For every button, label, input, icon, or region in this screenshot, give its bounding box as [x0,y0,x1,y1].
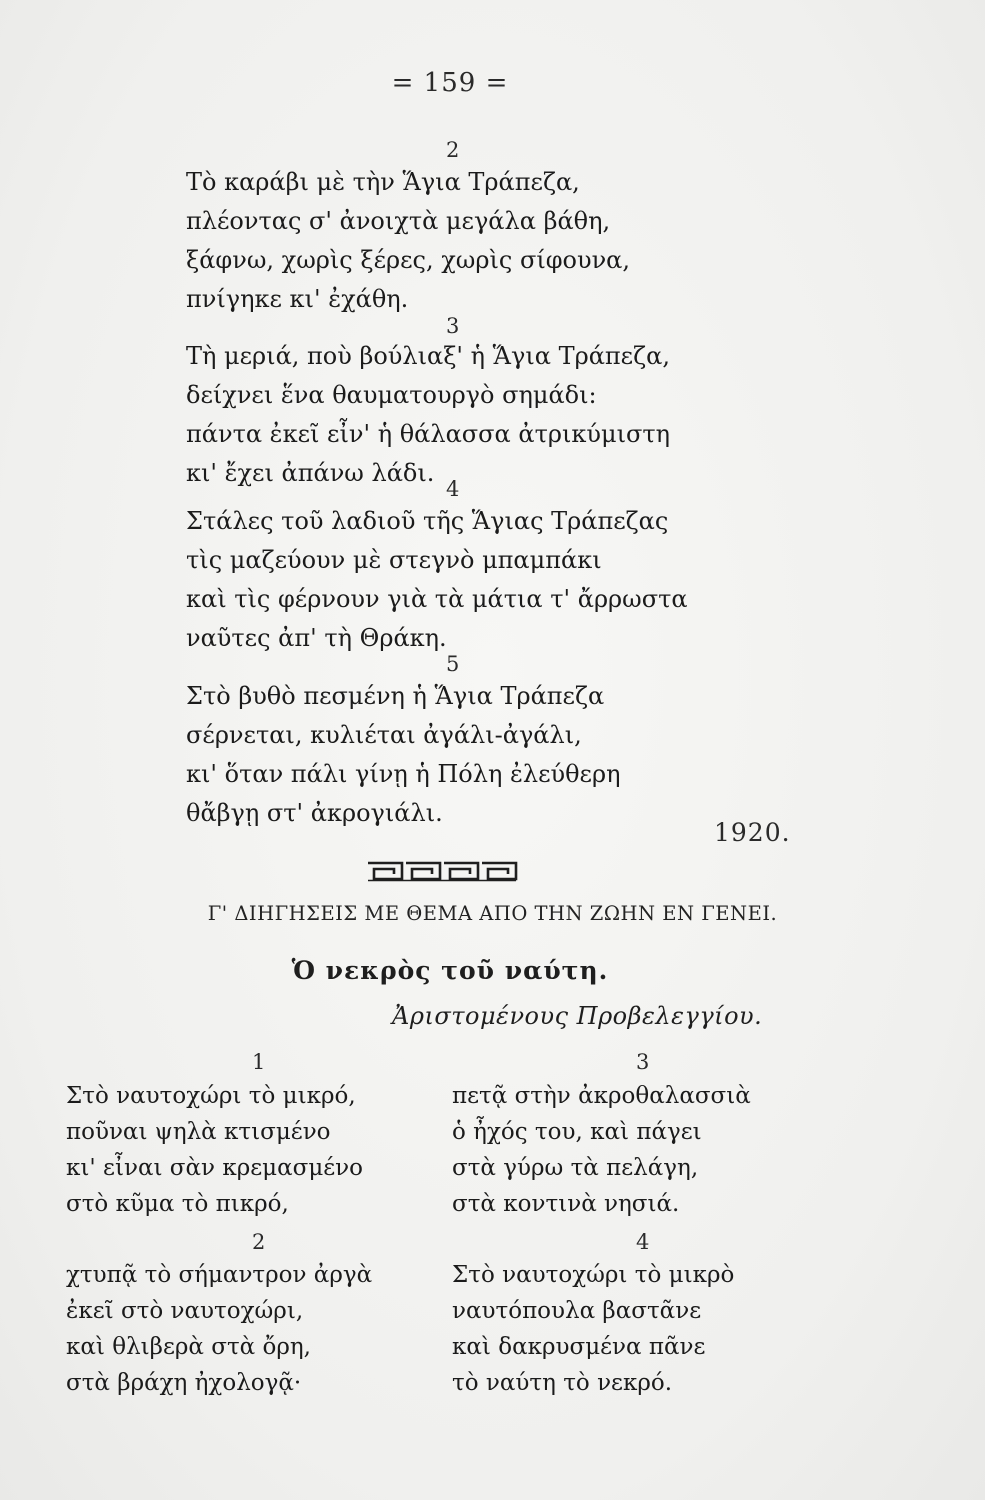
verse-line: στὸ κῦμα τὸ πικρό, [66,1191,289,1217]
verse-line: σέρνεται, κυλιέται ἀγάλι-ἀγάλι, [186,721,582,749]
page-number: = 159 = [391,68,509,98]
verse-line: καὶ δακρυσμένα πᾶνε [452,1334,706,1360]
stanza [66,1257,372,1401]
stanza [186,163,630,319]
verse-line: κι' ἔχει ἀπάνω λάδι. [186,459,435,487]
verse-line: ναῦτες ἀπ' τὴ Θράκη. [186,624,447,652]
verse-line: ποῦναι ψηλὰ κτισμένο [66,1119,331,1145]
stanza-number: 2 [446,138,460,162]
verse-line: ναυτόπουλα βαστᾶνε [452,1298,702,1324]
verse-line: ξάφνω, χωρὶς ξέρες, χωρὶς σίφουνα, [186,246,631,274]
stanza-number: 2 [252,1230,266,1254]
verse-line: πλέοντας σ' ἀνοιχτὰ μεγάλα βάθη, [186,207,611,235]
verse-line: κι' εἶναι σὰν κρεμασμένο [66,1155,364,1181]
verse-line: ἐκεῖ στὸ ναυτοχώρι, [66,1298,304,1324]
verse-line: καὶ θλιβερὰ στὰ ὄρη, [66,1334,311,1360]
verse-line: τὶς μαζεύουν μὲ στεγνὸ μπαμπάκι [186,546,602,574]
stanza [186,502,688,658]
section-heading: Γ' ΔΙΗΓΗΣΕΙΣ ΜΕ ΘΕΜΑ ΑΠΟ ΤΗΝ ΖΩΗΝ ΕΝ ΓΕΝΕΙ. [207,902,778,925]
poem-date: 1920. [714,818,791,847]
verse-line: στὰ γύρω τὰ πελάγη, [452,1155,699,1181]
verse-line: πνίγηκε κι' ἐχάθη. [186,285,409,313]
verse-line: χτυπᾷ τὸ σήμαντρον ἀργὰ [66,1262,373,1288]
poem-title: Ὁ νεκρὸς τοῦ ναύτη. [291,956,609,985]
stanza-number: 5 [446,652,460,676]
stanza-number: 4 [636,1230,650,1254]
verse-line: πάντα ἐκεῖ εἶν' ἡ θάλασσα ἀτρικύμιστη [186,420,671,448]
verse-line: πετᾷ στὴν ἀκροθαλασσιὰ [452,1083,751,1109]
verse-line: θἄβγῃ στ' ἀκρογιάλι. [186,799,443,827]
stanza [186,677,620,833]
poem-author: Ἀριστομένους Προβελεγγίου. [392,1002,763,1030]
verse-line: στὰ κοντινὰ νησιά. [452,1191,680,1217]
verse-line: Στὸ ναυτοχώρι τὸ μικρὸ [452,1262,735,1288]
verse-line: κι' ὅταν πάλι γίνῃ ἡ Πόλη ἐλεύθερη [186,760,621,788]
verse-line: τὸ ναύτη τὸ νεκρό. [452,1370,673,1396]
verse-line: ὁ ἦχός του, καὶ πάγει [452,1119,702,1145]
stanza [452,1257,734,1401]
verse-line: Στὸ βυθὸ πεσμένη ἡ Ἅγια Τράπεζα [186,682,605,710]
stanza-number: 4 [446,477,460,501]
stanza [186,337,670,493]
stanza-number: 1 [252,1050,266,1074]
verse-line: Στὸ ναυτοχώρι τὸ μικρό, [66,1083,356,1109]
verse-line: Τὴ μεριά, ποὺ βούλιαξ' ἡ Ἅγια Τράπεζα, [186,342,670,370]
verse-line: Τὸ καράβι μὲ τὴν Ἅγια Τράπεζα, [186,168,580,196]
stanza-number: 3 [636,1050,650,1074]
stanza [66,1078,363,1222]
stanza-number: 3 [446,314,460,338]
verse-line: δείχνει ἕνα θαυματουργὸ σημάδι: [186,381,597,409]
verse-line: καὶ τὶς φέρνουν γιὰ τὰ μάτια τ' ἄρρωστα [186,585,688,613]
verse-line: στὰ βράχη ἠχολογᾷ· [66,1370,302,1396]
verse-line: Στάλες τοῦ λαδιοῦ τῆς Ἅγιας Τράπεζας [186,507,669,535]
greek-key-ornament-icon [366,860,518,882]
stanza [452,1078,751,1222]
